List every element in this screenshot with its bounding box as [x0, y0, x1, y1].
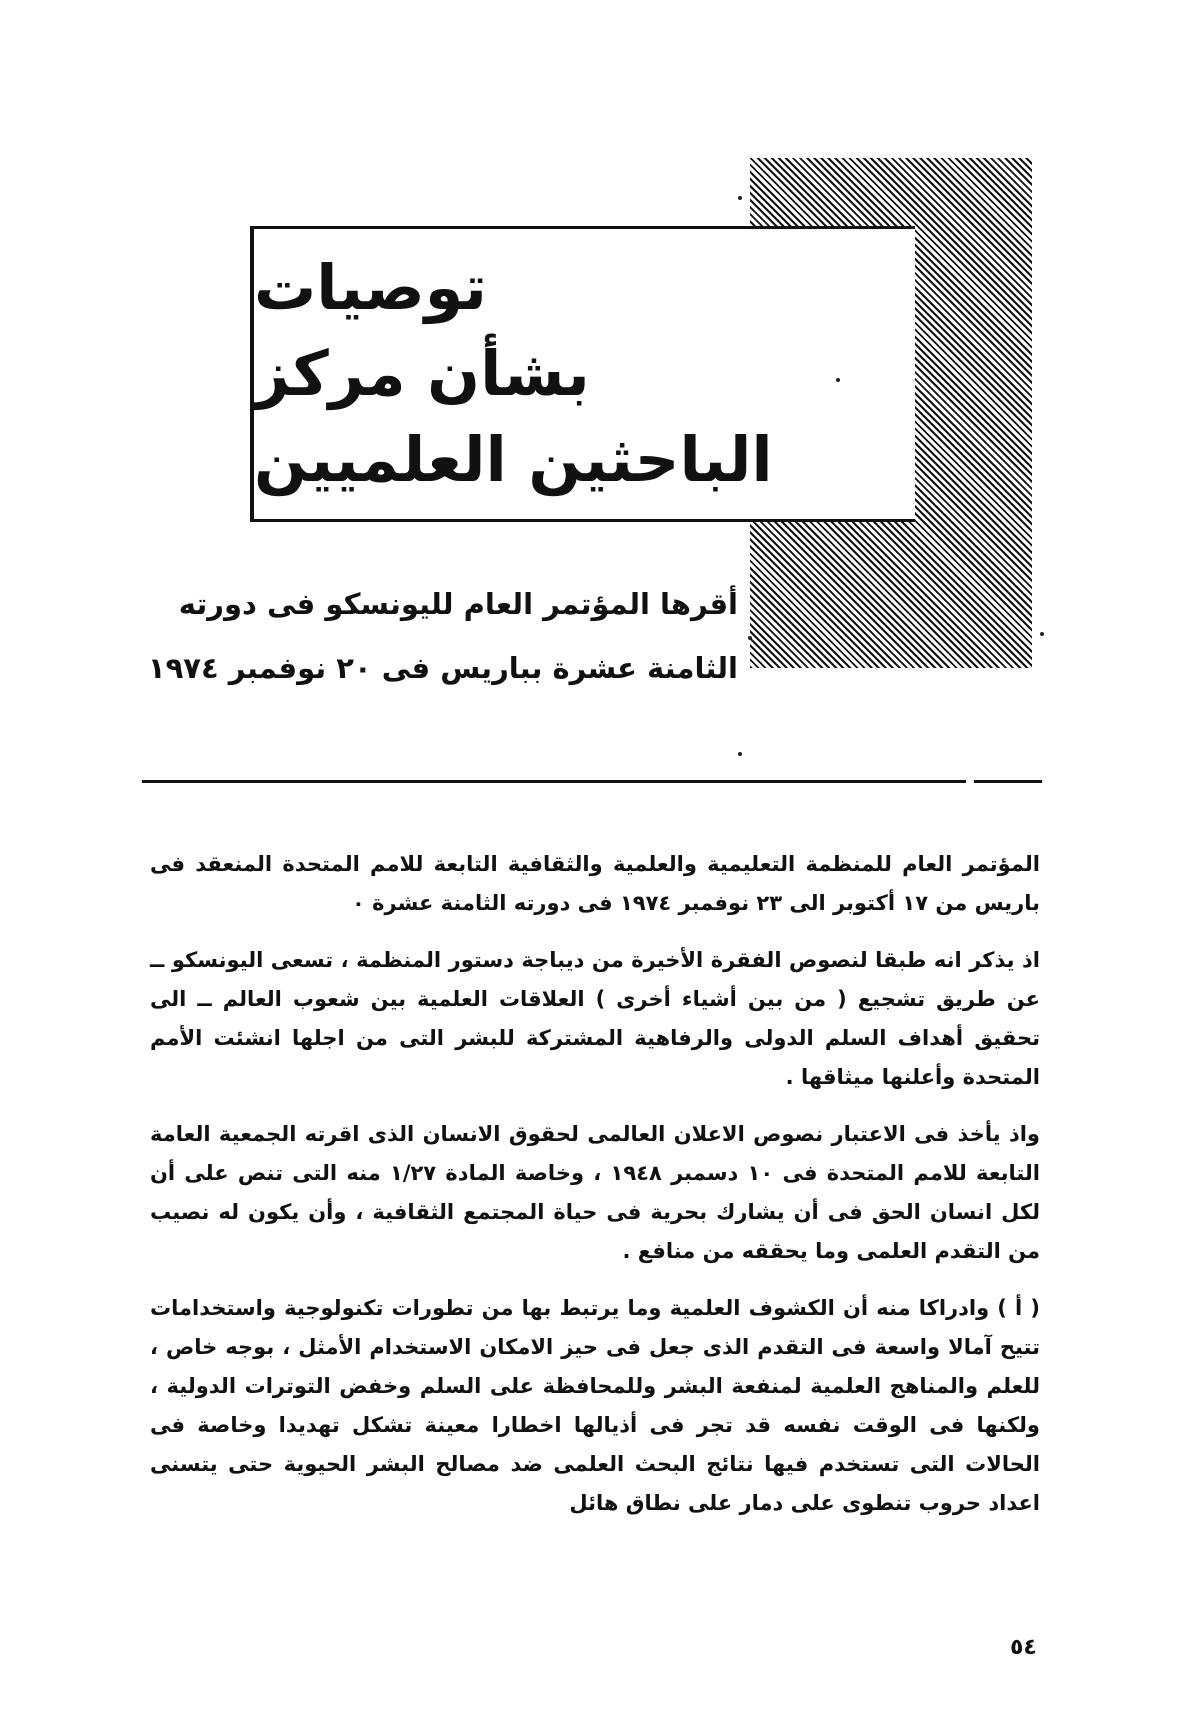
title-block	[254, 229, 915, 519]
rule-gap	[966, 779, 974, 784]
print-speck	[738, 752, 742, 756]
print-speck	[738, 196, 742, 200]
title-panel	[250, 226, 915, 522]
subtitle-line-2: الثامنة عشرة بباريس فى ٢٠ نوفمبر ١٩٧٤	[147, 651, 738, 685]
page-number: ٥٤	[1010, 1635, 1037, 1660]
title-line-3: الباحثين العلميين	[254, 423, 773, 496]
paragraph-4: ( أ ) وادراكا منه أن الكشوف العلمية وما يرتبط بها من تطورات تكنولوجية واستخدامات تتيح آمالا واسعة فى التقدم الذى جعل فى حيز الامكان الاستخدام الأمثل ، بوجه خاص ، للعلم والمناهج العلمية لمنفعة البشر وللمحافظة على السلم وخفض التوترات الدولية ، ولكنها فى الوقت نفسه قد تجر فى أذيالها اخطارا معينة تشكل تهديدا وخاصة فى الحالات التى تستخدم فيها نتائج البحث العلمى ضد مصالح البشر الحيوية حتى يتسنى اعداد حروب تنطوى على دمار على نطاق هائل	[150, 1296, 1040, 1515]
horizontal-rule	[142, 780, 1042, 783]
print-speck	[748, 636, 752, 640]
title-line-2: بشأن مركز	[254, 337, 590, 410]
subtitle-block	[148, 572, 738, 700]
body-text	[150, 845, 1040, 1541]
title-line-1: توصيات	[254, 251, 487, 324]
subtitle-line-1: أقرها المؤتمر العام لليونسكو فى دورته	[178, 587, 738, 621]
paragraph-1: المؤتمر العام للمنظمة التعليمية والعلمية والثقافية التابعة للامم المتحدة المنعقد فى باريس من ١٧ أكتوبر الى ٢٣ نوفمبر ١٩٧٤ فى دورته الثامنة عشرة ٠	[150, 852, 1040, 915]
paragraph-3: واذ يأخذ فى الاعتبار نصوص الاعلان العالمى لحقوق الانسان الذى اقرته الجمعية العامة التابعة للامم المتحدة فى ١٠ دسمبر ١٩٤٨ ، وخاصة المادة ١/٢٧ منه التى تنص على أن لكل انسان الحق فى أن يشارك بحرية فى حياة المجتمع الثقافية ، وأن يكون له نصيب من التقدم العلمى وما يحققه من منافع .	[150, 1122, 1040, 1263]
paragraph-2: اذ يذكر انه طبقا لنصوص الفقرة الأخيرة من ديباجة دستور المنظمة ، تسعى اليونسكو ــ عن طريق تشجيع ( من بين أشياء أخرى ) العلاقات العلمية بين شعوب العالم ــ الى تحقيق أهداف السلم الدولى والرفاهية المشتركة للبشر التى من اجلها انشئت الأمم المتحدة وأعلنها ميثاقها .	[150, 948, 1040, 1089]
print-speck	[1040, 632, 1044, 636]
print-speck	[836, 378, 840, 382]
